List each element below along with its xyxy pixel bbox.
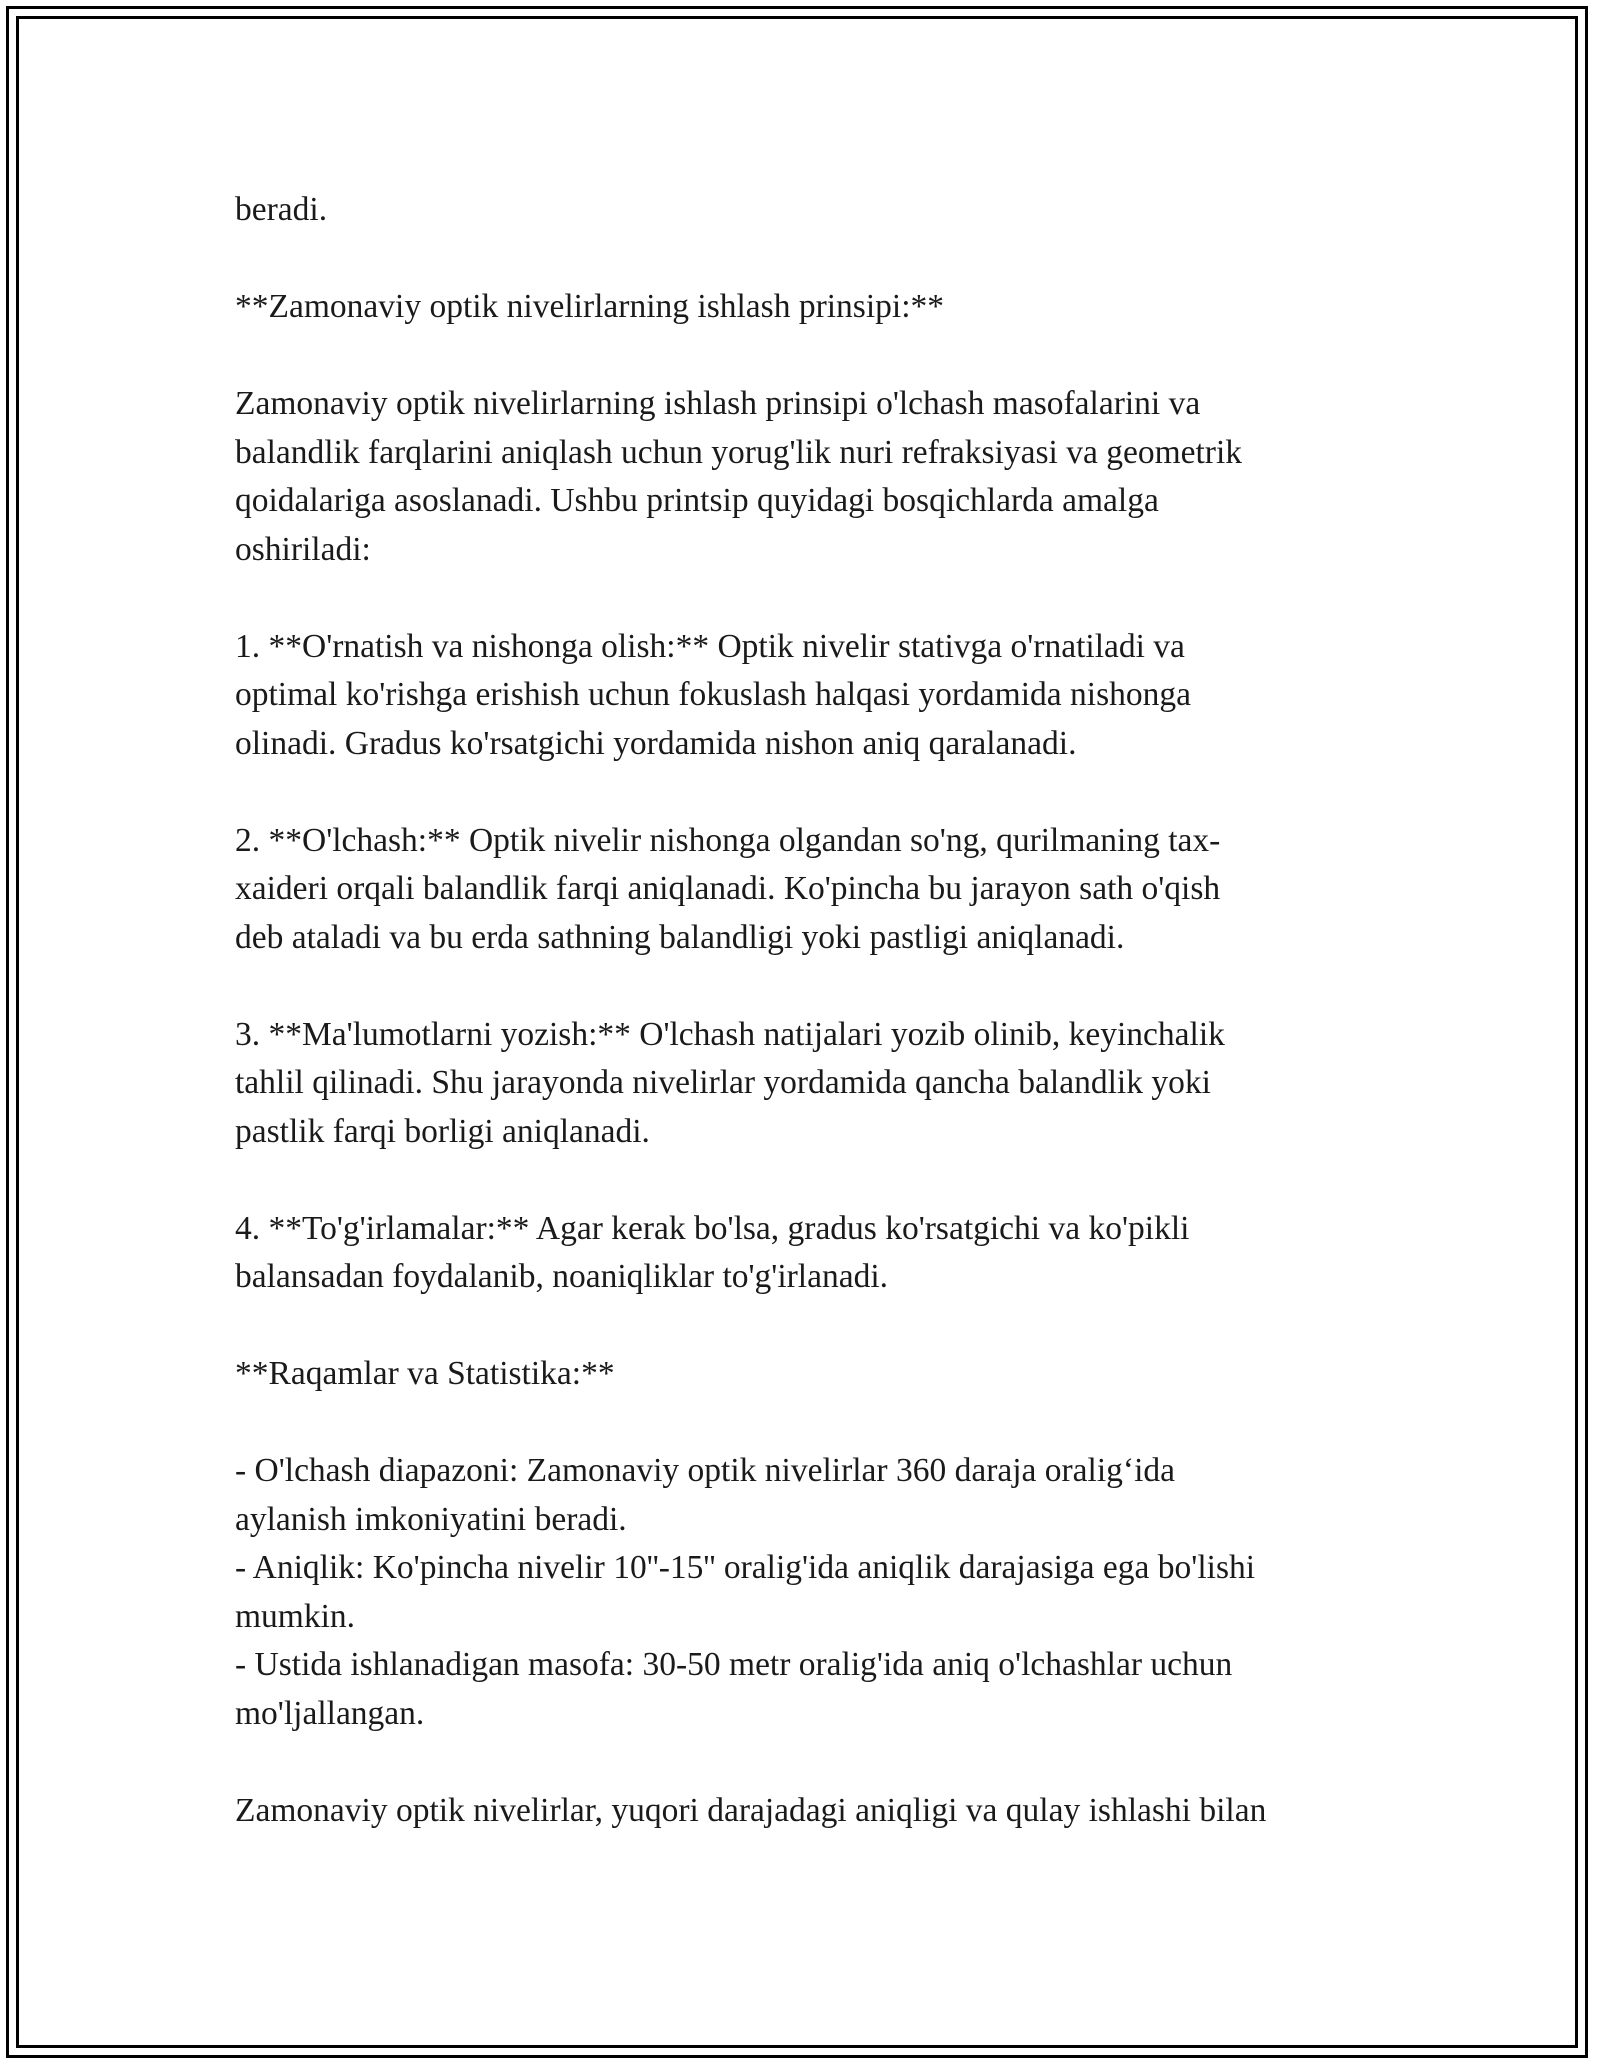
stat-range: - O'lchash diapazoni: Zamonaviy optik nivelirlar 360 daraja oralig‘ida aylanish imkoniyatini beradi. xyxy=(235,1452,1175,1538)
heading-principle: **Zamonaviy optik nivelirlarning ishlash prinsipi:** xyxy=(235,288,944,325)
step-3: 3. **Ma'lumotlarni yozish:** O'lchash natijalari yozib olinib, keyinchalik tahlil qilinadi. Shu jarayonda nivelirlar yordamida qancha balandlik yoki pastlik farqi borligi aniqlanadi. xyxy=(235,1015,1225,1150)
intro-paragraph: Zamonaviy optik nivelirlarning ishlash prinsipi o'lchash masofalarini va balandlik farqlarini aniqlash uchun yorug'lik nuri refraksiyasi va geometrik qoidalariga asoslanadi. Ushbu printsip quyidagi bosqichlarda amalga oshiriladi: xyxy=(235,385,1243,568)
stat-distance: - Ustida ishlanadigan masofa: 30-50 metr oralig'ida aniq o'lchashlar uchun mo'ljallangan. xyxy=(235,1646,1233,1732)
stat-accuracy: - Aniqlik: Ko'pincha nivelir 10''-15'' oralig'ida aniqlik darajasiga ega bo'lishi mumkin. xyxy=(235,1549,1256,1635)
step-4: 4. **To'g'irlamalar:** Agar kerak bo'lsa, gradus ko'rsatgichi va ko'pikli balansadan foydalanib, noaniqliklar to'g'irlanadi. xyxy=(235,1209,1190,1295)
step-2: 2. **O'lchash:** Optik nivelir nishonga olgandan so'ng, qurilmaning tax- xaideri orqali balandlik farqi aniqlanadi. Ko'pincha bu jarayon sath o'qish deb ataladi va bu erda sathning balandligi yoki pastligi aniqlanadi. xyxy=(235,821,1221,956)
heading-stats: **Raqamlar va Statistika:** xyxy=(235,1355,615,1392)
lead-line: beradi. xyxy=(235,191,328,228)
step-1: 1. **O'rnatish va nishonga olish:** Optik nivelir stativga o'rnatiladi va optimal ko'rishga erishish uchun fokuslash halqasi yordamida nishonga olinadi. Gradus ko'rsatgichi yordamida nishon aniq qaralanadi. xyxy=(235,627,1191,762)
closing-line: Zamonaviy optik nivelirlar, yuqori darajadagi aniqligi va qulay ishlashi bilan xyxy=(235,1791,1267,1829)
document-body xyxy=(235,186,1375,1835)
